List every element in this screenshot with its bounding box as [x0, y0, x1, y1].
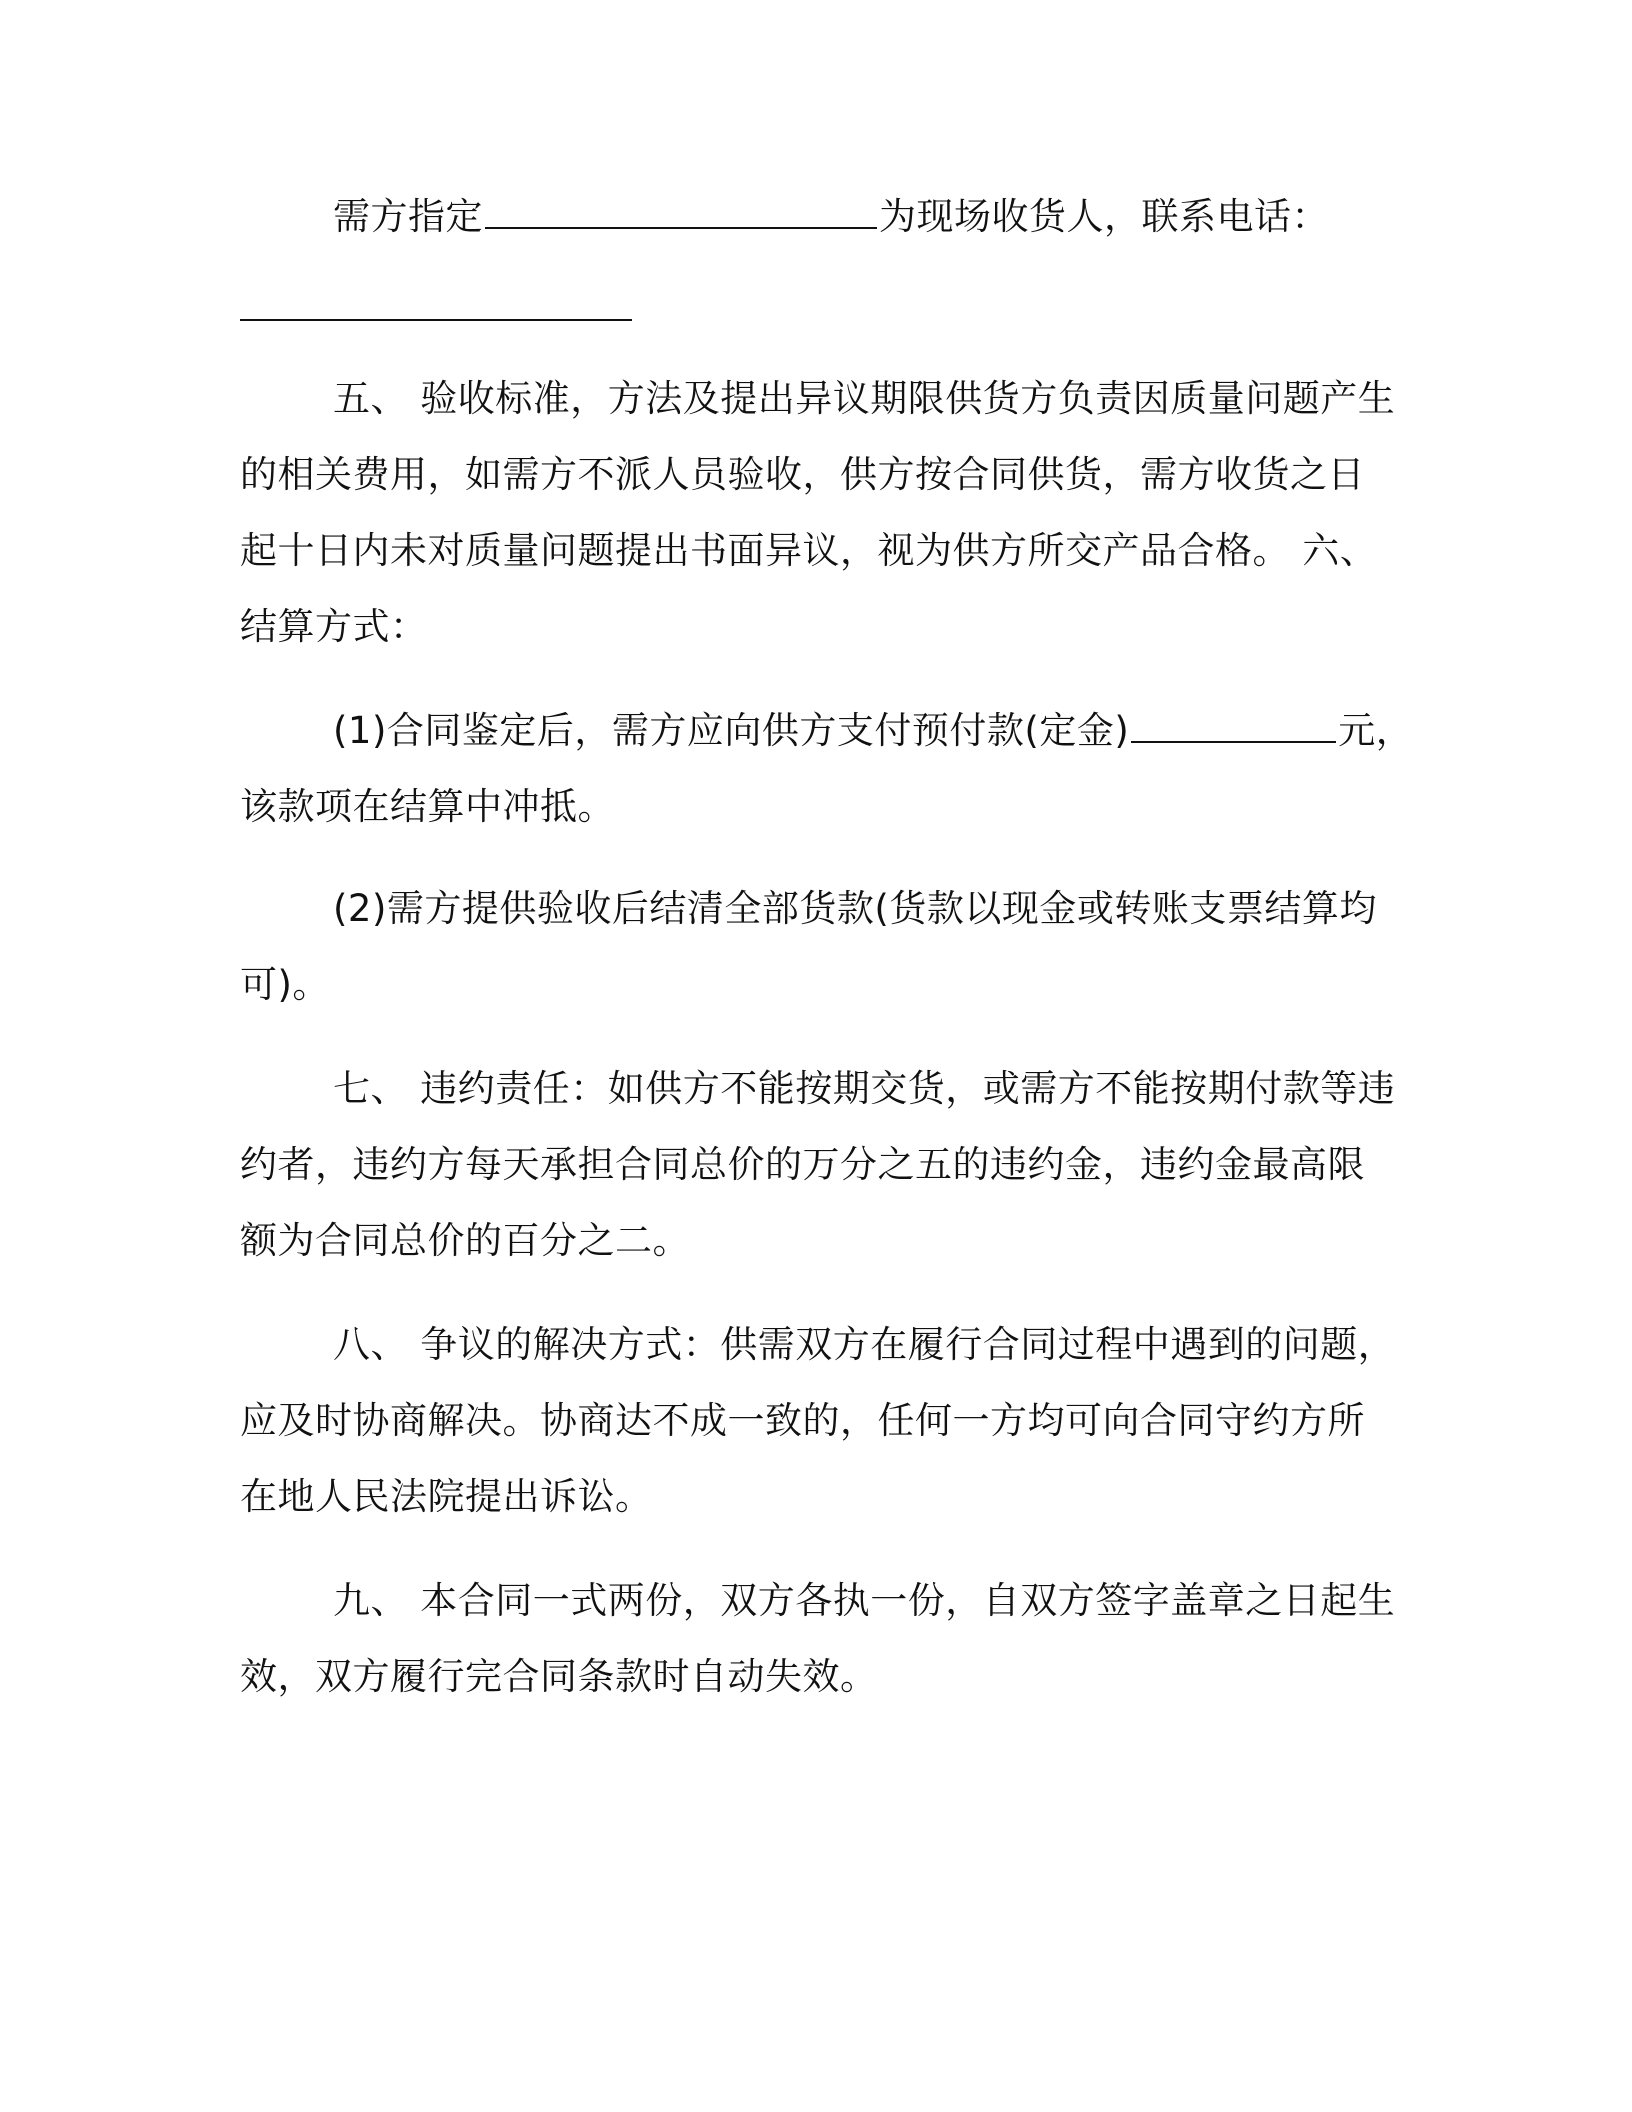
section5-line-4: 结算方式：	[240, 605, 428, 648]
payment2-line-2: 可)。	[240, 963, 330, 1006]
receiver-phone-line	[240, 284, 634, 334]
section9-line-1: 九、 本合同一式两份，双方各执一份，自双方签字盖章之日起生	[333, 1579, 1396, 1622]
receiver-phone-blank	[240, 285, 632, 321]
section5-line-3: 起十日内未对质量问题提出书面异议，视为供方所交产品合格。 六、	[240, 529, 1378, 572]
receiver-prefix: 需方指定	[333, 195, 483, 238]
section5-line-1: 五、 验收标准，方法及提出异议期限供货方负责因质量问题产生	[333, 377, 1396, 420]
payment1-prefix: (1)合同鉴定后，需方应向供方支付预付款(定金)	[333, 709, 1130, 752]
section8-line-2: 应及时协商解决。协商达不成一致的，任何一方均可向合同守约方所	[240, 1399, 1365, 1442]
receiver-line	[333, 192, 1329, 242]
payment1-suffix: 元，	[1338, 709, 1414, 752]
section8-line-1: 八、 争议的解决方式：供需双方在履行合同过程中遇到的问题，	[333, 1323, 1396, 1366]
payment2-line-1: (2)需方提供验收后结清全部货款(货款以现金或转账支票结算均	[333, 887, 1377, 930]
section7-line-2: 约者，违约方每天承担合同总价的万分之五的违约金，违约金最高限	[240, 1143, 1365, 1186]
section9-line-2: 效，双方履行完合同条款时自动失效。	[240, 1655, 878, 1698]
receiver-suffix: 为现场收货人，联系电话：	[879, 195, 1329, 238]
payment1-line-1	[333, 706, 1413, 756]
section5-line-2: 的相关费用，如需方不派人员验收，供方按合同供货，需方收货之日	[240, 453, 1365, 496]
payment1-line-2: 该款项在结算中冲抵。	[240, 785, 615, 828]
receiver-name-blank	[485, 193, 877, 229]
section7-line-1: 七、 违约责任：如供方不能按期交货，或需方不能按期付款等违	[333, 1067, 1396, 1110]
payment-amount-blank	[1131, 707, 1336, 743]
section7-line-3: 额为合同总价的百分之二。	[240, 1219, 690, 1262]
section8-line-3: 在地人民法院提出诉讼。	[240, 1475, 653, 1518]
